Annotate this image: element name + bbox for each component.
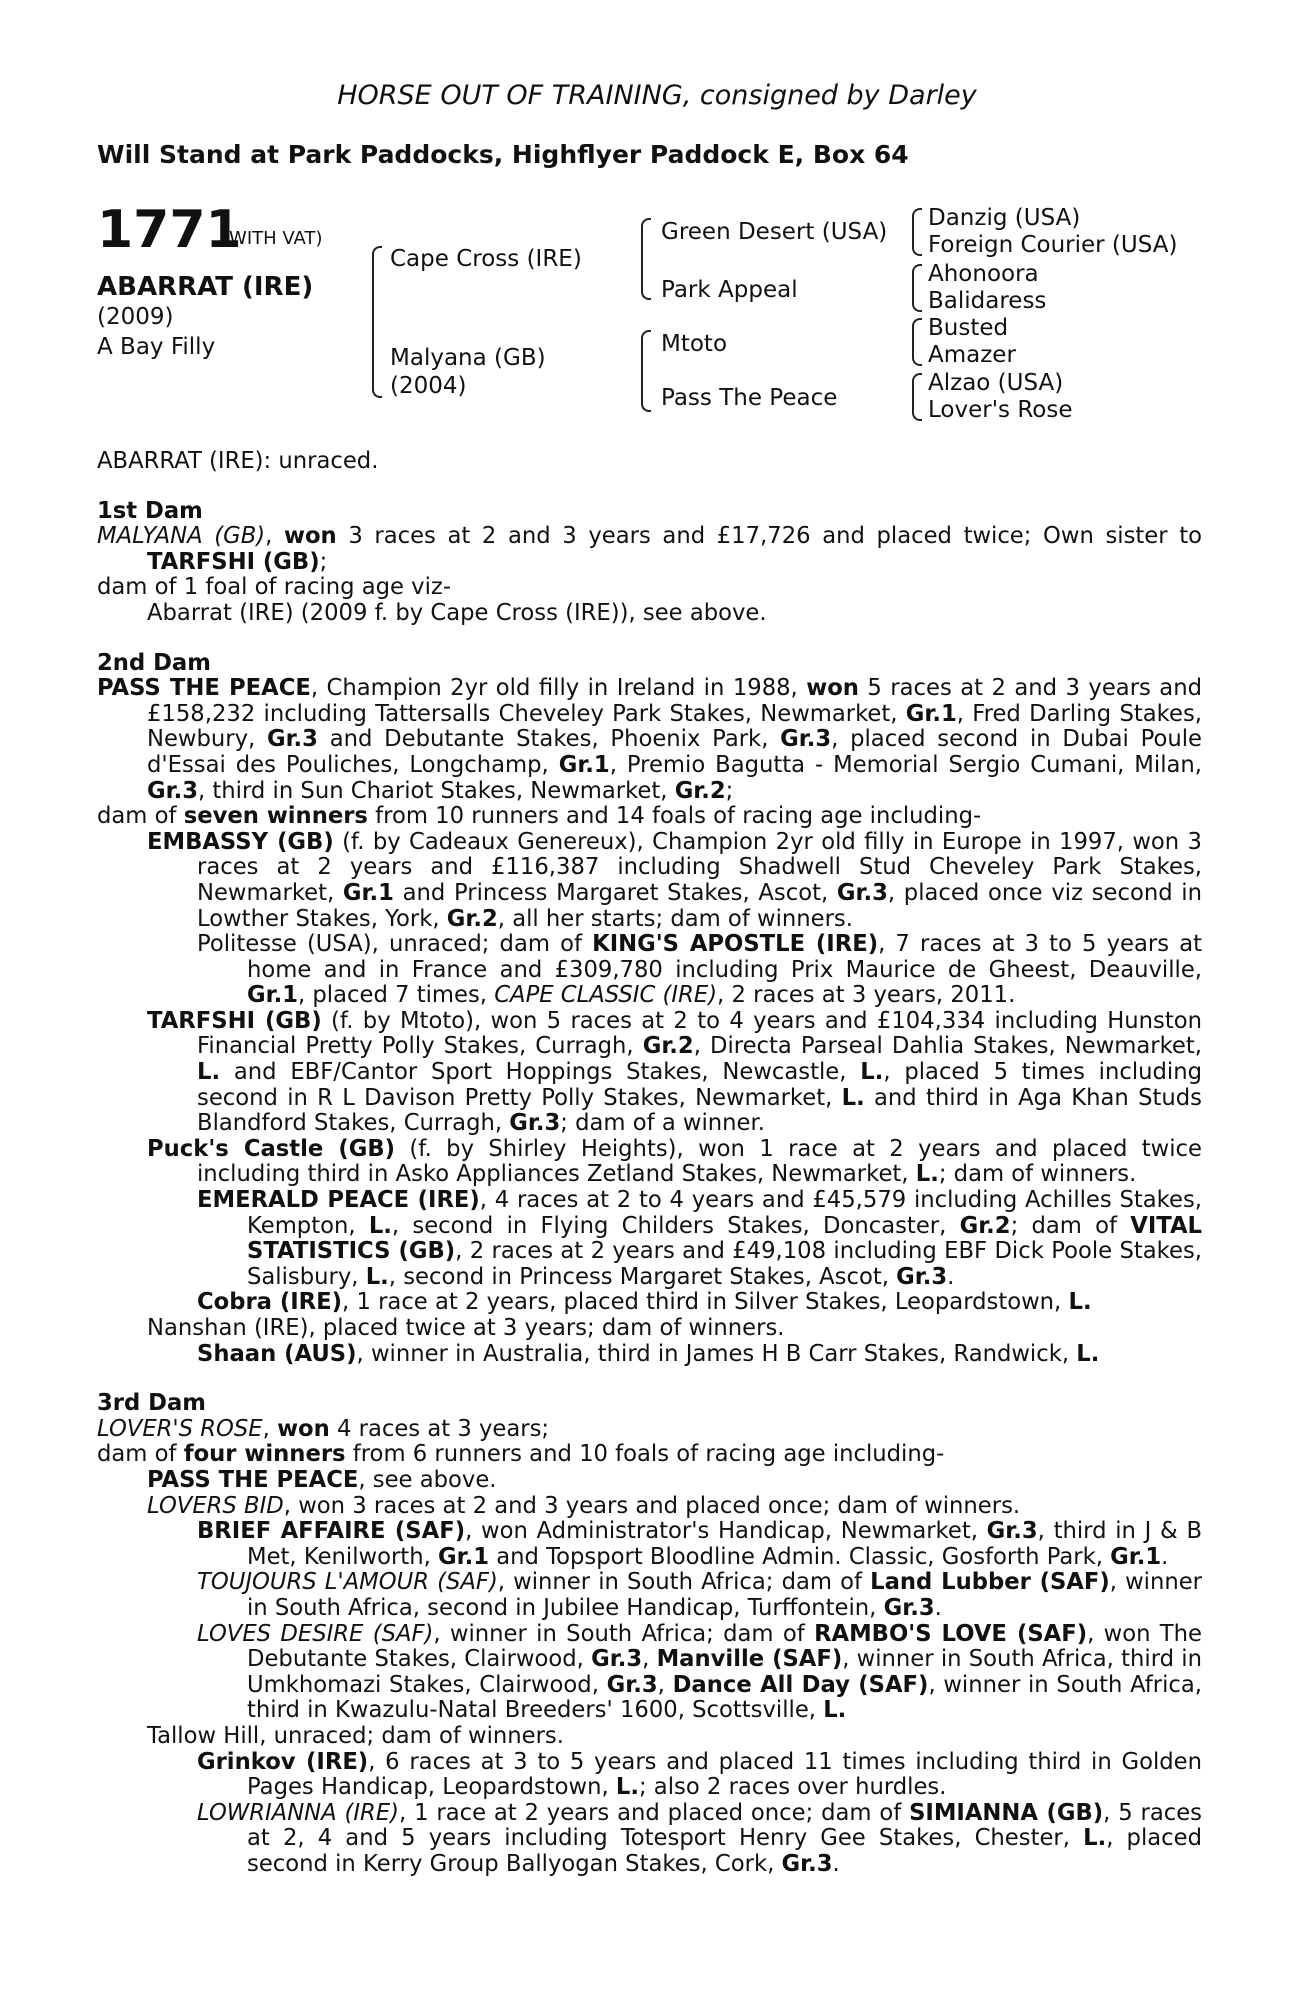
- grade: Gr.1: [247, 982, 298, 1009]
- grade: Gr.3: [780, 726, 832, 753]
- text: , winner in South Africa, third in Kwazulu-Natal Breeders' 1600, Scottsville,: [247, 1671, 1202, 1724]
- grade: Gr.3: [896, 1263, 948, 1290]
- won-label: won: [284, 523, 337, 550]
- text: (f. by Mtoto), won 5 races at 2 to 4 years and £104,334 including Hunston Financial Pretty Polly Stakes, Curragh,: [197, 1007, 1202, 1060]
- produce-lowrianna: [97, 1801, 1202, 1878]
- text: , Fred Darling Stakes, Newbury,: [147, 700, 1202, 753]
- catalogue-body: [97, 449, 1202, 1877]
- produce-tallow-hill: Tallow Hill, unraced; dam of winners.: [147, 1722, 564, 1749]
- text: 5 races at 2 and 3 years and £158,232 including Tattersalls Cheveley Park Stakes, Newmarket,: [147, 675, 1202, 727]
- grade: L.: [1083, 1825, 1107, 1852]
- horse: TOUJOURS L'AMOUR (SAF): [197, 1569, 498, 1596]
- horse: Cobra (IRE): [197, 1289, 343, 1316]
- dam1-name: MALYANA (GB): [97, 523, 266, 550]
- horse: LOWRIANNA (IRE): [197, 1799, 400, 1826]
- text: .: [832, 1850, 840, 1877]
- produce-toujours-lamour: [97, 1570, 1202, 1621]
- text: ,: [657, 1671, 673, 1698]
- dam2-paragraph: [97, 676, 1202, 804]
- produce-shaan: [97, 1342, 1202, 1368]
- text: , second in Princess Margaret Stakes, Ascot,: [388, 1263, 897, 1290]
- grade: Gr.2: [674, 777, 726, 804]
- dam1-produce-intro: dam of 1 foal of racing age viz-: [97, 574, 452, 601]
- horse: LOVES DESIRE (SAF): [197, 1620, 434, 1647]
- pedigree-dam-dam: Pass The Peace: [661, 385, 838, 411]
- produce-tarfshi: [97, 1009, 1202, 1137]
- grade: L.: [365, 1263, 389, 1290]
- text: , see above.: [358, 1466, 497, 1493]
- text: , 5 races at 2, 4 and 5 years including Totesport Henry Gee Stakes, Chester,: [247, 1799, 1202, 1852]
- dam3-paragraph: [97, 1417, 1202, 1443]
- text: 3 races at 2 and 3 years and £17,726 and placed twice; Own sister to: [336, 523, 1202, 550]
- grade: Gr.3: [781, 1850, 833, 1877]
- text: , 4 races at 2 to 4 years and £45,579 including Achilles Stakes, Kempton,: [247, 1187, 1202, 1239]
- text: , Premio Bagutta - Memorial Sergio Cumani, Milan,: [609, 751, 1202, 778]
- grade: Gr.3: [836, 879, 888, 906]
- grade: L.: [368, 1212, 392, 1239]
- pedigree-gg-6: Amazer: [928, 342, 1016, 368]
- dam3-heading: 3rd Dam: [97, 1390, 206, 1417]
- text: dam of: [97, 1441, 184, 1468]
- horse: KING'S APOSTLE (IRE): [592, 931, 879, 958]
- text: , won The Debutante Stakes, Clairwood,: [247, 1620, 1202, 1673]
- produce-loves-desire: [97, 1622, 1202, 1724]
- text: (f. by Shirley Heights), won 1 race at 2 years and placed twice including third in Asko Appliances Zetland Stakes, Newmarket,: [197, 1135, 1202, 1188]
- grade: Gr.1: [905, 700, 957, 727]
- text: , 2 races at 2 years and £49,108 including EBF Dick Poole Stakes, Salisbury,: [247, 1238, 1202, 1290]
- horse-name: ABARRAT (IRE): [97, 272, 314, 302]
- pedigree-gg-3: Ahonoora: [928, 261, 1039, 287]
- text: ; dam of winners.: [938, 1161, 1137, 1188]
- text: from 6 runners and 10 foals of racing age including-: [345, 1441, 945, 1468]
- text: and Princess Margaret Stakes, Ascot,: [393, 879, 837, 906]
- produce-pucks-castle: [97, 1137, 1202, 1188]
- grade: Gr.3: [986, 1518, 1038, 1545]
- text: , 7 races at 3 to 5 years at home and in France and £309,780 including Prix Maurice de Gheest, Deauville,: [247, 931, 1202, 983]
- grade: Gr.1: [558, 751, 610, 778]
- text: , winner in Australia, third in James H B Carr Stakes, Randwick,: [356, 1340, 1077, 1367]
- dam2-name: PASS THE PEACE: [97, 675, 311, 702]
- grade: L.: [1068, 1289, 1092, 1316]
- grade: L.: [615, 1774, 639, 1801]
- horse: Land Lubber (SAF): [870, 1569, 1110, 1596]
- text: , winner in South Africa, second in Jubilee Handicap, Turffontein,: [247, 1569, 1202, 1621]
- text: ;: [725, 777, 734, 804]
- horse: LOVERS BID: [147, 1492, 284, 1519]
- grade: L.: [197, 1059, 221, 1086]
- brace-dam-line: [641, 330, 651, 412]
- brace-sire-line: [641, 218, 651, 300]
- grade: Gr.2: [446, 905, 498, 932]
- vat-note: (WITH VAT): [222, 228, 323, 249]
- grade: L.: [1076, 1340, 1100, 1367]
- pedigree-gg-1: Danzig (USA): [928, 205, 1081, 231]
- dam2-produce-intro: [97, 804, 1202, 830]
- horse: BRIEF AFFAIRE (SAF): [197, 1518, 466, 1545]
- text: , third in J & B Met, Kenilworth,: [247, 1518, 1203, 1570]
- dam1-paragraph: MALYANA (GB), won 3 races at 2 and 3 years and £17,726 and placed twice; Own sister to TARFSHI (GB);: [97, 523, 1202, 575]
- grade: L.: [841, 1084, 865, 1111]
- grade: L.: [915, 1161, 939, 1188]
- grade: Gr.1: [438, 1543, 489, 1570]
- brace-gg-4: [912, 373, 922, 421]
- brace-gg-1: [912, 208, 922, 256]
- produce-cobra: [97, 1290, 1202, 1316]
- text: , winner in South Africa, third in Umkhomazi Stakes, Clairwood,: [247, 1646, 1202, 1698]
- pedigree-gg-2: Foreign Courier (USA): [928, 232, 1178, 258]
- grade: Gr.1: [1110, 1543, 1162, 1570]
- text: .: [934, 1594, 942, 1621]
- horse: SIMIANNA (GB): [909, 1799, 1104, 1826]
- grade: Gr.3: [883, 1594, 935, 1621]
- grade: Gr.3: [606, 1671, 658, 1698]
- produce-emerald-peace: [97, 1188, 1202, 1290]
- text: ;: [319, 548, 328, 575]
- pedigree-dam-sire: Mtoto: [661, 331, 728, 357]
- text: , placed second in Kerry Group Ballyogan Stakes, Cork,: [247, 1825, 1202, 1877]
- text: , second in Flying Childers Stakes, Doncaster,: [391, 1212, 960, 1239]
- brace-sire-dam: [372, 246, 382, 398]
- horse: VITAL STATISTICS (GB): [247, 1212, 1202, 1265]
- horse: TARFSHI (GB): [147, 1007, 322, 1034]
- won-label: won: [277, 1415, 330, 1442]
- text: , Champion 2yr old filly in Ireland in 1988,: [310, 675, 807, 702]
- text: , winner in South Africa; dam of: [433, 1620, 815, 1647]
- text: (f. by Cadeaux Genereux), Champion 2yr old filly in Europe in 1997, won 3 races at 2 years and £116,387 including Shadwell Stud Cheveley Park Stakes, Newmarket,: [197, 828, 1202, 906]
- page-title: HORSE OUT OF TRAINING, consigned by Darley: [337, 80, 977, 111]
- dam3-name: LOVER'S ROSE: [97, 1415, 263, 1442]
- dam1-produce: Abarrat (IRE) (2009 f. by Cape Cross (IRE)), see above.: [147, 599, 767, 626]
- horse-description: A Bay Filly: [97, 334, 216, 360]
- text: and third in Aga Khan Studs Blandford Stakes, Curragh,: [197, 1084, 1202, 1137]
- pedigree-gg-5: Busted: [928, 315, 1009, 341]
- text: , placed second in Dubai Poule d'Essai des Pouliches, Longchamp,: [147, 726, 1202, 778]
- dam1-heading: 1st Dam: [97, 497, 203, 524]
- pedigree-gg-4: Balidaress: [928, 288, 1047, 314]
- text: , all her starts; dam of winners.: [497, 905, 853, 932]
- text: ,: [642, 1646, 657, 1673]
- text: , 1 race at 2 years, placed third in Silver Stakes, Leopardstown,: [342, 1289, 1069, 1316]
- lot-number: 1771: [97, 200, 242, 260]
- grade: Gr.2: [642, 1033, 694, 1060]
- text: ; dam of a winner.: [560, 1110, 765, 1137]
- horse: EMERALD PEACE (IRE): [197, 1187, 480, 1214]
- horse: EMBASSY (GB): [147, 828, 334, 855]
- text: .: [947, 1263, 955, 1290]
- text: , Directa Parseal Dahlia Stakes, Newmarket,: [693, 1033, 1202, 1060]
- horse: RAMBO'S LOVE (SAF): [814, 1620, 1088, 1647]
- pedigree-gg-8: Lover's Rose: [928, 397, 1073, 423]
- dam3-produce-intro: [97, 1442, 1202, 1468]
- horse: Dance All Day (SAF): [672, 1671, 929, 1698]
- grade: Gr.3: [147, 777, 198, 804]
- pedigree-gg-7: Alzao (USA): [928, 370, 1064, 396]
- produce-nanshan: Nanshan (IRE), placed twice at 3 years; dam of winners.: [147, 1315, 785, 1341]
- produce-grinkov: [97, 1750, 1202, 1801]
- won-label: won: [806, 675, 859, 702]
- text: , won 3 races at 2 and 3 years and placed once; dam of winners.: [283, 1492, 1021, 1519]
- brace-gg-2: [912, 264, 922, 312]
- grade: Gr.3: [591, 1646, 643, 1673]
- grade: L.: [860, 1059, 884, 1086]
- text: .: [1161, 1543, 1169, 1570]
- produce-lovers-bid: [97, 1494, 1202, 1520]
- produce-embassy: [97, 830, 1202, 932]
- winners-count: seven winners: [183, 803, 368, 830]
- text: , third in Sun Chariot Stakes, Newmarket,: [197, 777, 675, 804]
- text: ; also 2 races over hurdles.: [638, 1774, 947, 1801]
- pedigree-sire: Cape Cross (IRE): [390, 246, 582, 272]
- produce-politesse: [97, 932, 1202, 1009]
- text: and Topsport Bloodline Admin. Classic, Gosforth Park,: [489, 1543, 1111, 1570]
- horse-year: (2009): [97, 304, 174, 330]
- race-record: ABARRAT (IRE): unraced.: [97, 448, 379, 474]
- text: , 6 races at 3 to 5 years and placed 11 times including third in Golden Pages Handicap, Leopardstown,: [247, 1748, 1203, 1801]
- text: , 2 races at 3 years, 2011.: [717, 982, 1016, 1009]
- stand-location: Will Stand at Park Paddocks, Highflyer Paddock E, Box 64: [97, 140, 909, 169]
- sister-name: TARFSHI (GB): [147, 548, 320, 575]
- produce-pass-the-peace: [97, 1468, 1202, 1494]
- grade: L.: [823, 1697, 847, 1724]
- produce-brief-affaire: [97, 1519, 1202, 1570]
- text: , 1 race at 2 years and placed once; dam of: [399, 1799, 910, 1826]
- grade: Gr.1: [342, 879, 394, 906]
- horse: Shaan (AUS): [197, 1340, 357, 1367]
- pedigree-sire-sire: Green Desert (USA): [661, 219, 888, 245]
- text: 4 races at 3 years;: [329, 1415, 550, 1442]
- horse: Manville (SAF): [656, 1646, 843, 1673]
- text: from 10 runners and 14 foals of racing age including-: [367, 803, 982, 830]
- winners-count: four winners: [183, 1441, 346, 1468]
- text: , placed 7 times,: [297, 982, 495, 1009]
- text: and EBF/Cantor Sport Hoppings Stakes, Newcastle,: [220, 1059, 861, 1086]
- text: Politesse (USA), unraced; dam of: [197, 931, 593, 958]
- text: , placed 5 times including second in R L Davison Pretty Polly Stakes, Newmarket,: [197, 1059, 1203, 1111]
- grade: Gr.3: [266, 726, 318, 753]
- brace-gg-3: [912, 318, 922, 366]
- pedigree-sire-dam: Park Appeal: [661, 277, 798, 303]
- horse: CAPE CLASSIC (IRE): [494, 982, 718, 1009]
- grade: Gr.3: [509, 1110, 561, 1137]
- text: ,: [262, 1415, 278, 1442]
- text: ; dam of: [1010, 1212, 1131, 1239]
- horse: Grinkov (IRE): [197, 1748, 369, 1775]
- text: , won Administrator's Handicap, Newmarket,: [465, 1518, 987, 1545]
- text: and Debutante Stakes, Phoenix Park,: [317, 726, 781, 753]
- text: , placed once viz second in Lowther Stakes, York,: [197, 879, 1202, 932]
- horse: PASS THE PEACE: [147, 1466, 359, 1493]
- grade: Gr.2: [959, 1212, 1011, 1239]
- text: dam of: [97, 803, 184, 830]
- dam2-heading: 2nd Dam: [97, 649, 211, 676]
- text: , winner in South Africa; dam of: [497, 1569, 871, 1596]
- pedigree-dam: Malyana (GB): [390, 345, 546, 371]
- pedigree-dam-year: (2004): [390, 373, 467, 399]
- horse: Puck's Castle (GB): [147, 1135, 396, 1162]
